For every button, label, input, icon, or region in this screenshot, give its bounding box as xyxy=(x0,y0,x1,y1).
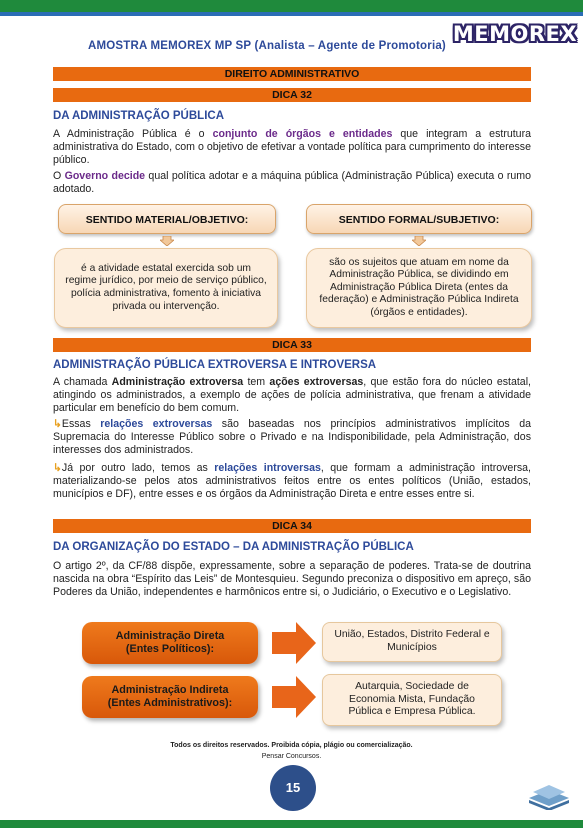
right-arrow-icon xyxy=(272,676,316,718)
top-green-band xyxy=(0,0,583,12)
sentido-material-body: é a atividade estatal exercida sob um regime jurídico, por meio de serviço público, polícia administrativa, fomento à iniciativa privada ou intervenção. xyxy=(54,248,278,328)
dica32-bar: DICA 32 xyxy=(53,88,531,102)
sentido-material-heading: SENTIDO MATERIAL/OBJETIVO: xyxy=(58,204,276,234)
right-arrow-icon xyxy=(272,622,316,664)
dica33-bar: DICA 33 xyxy=(53,338,531,352)
administracao-indireta-box: Administração Indireta (Entes Administrativos): xyxy=(82,676,258,718)
dica33-title: ADMINISTRAÇÃO PÚBLICA EXTROVERSA E INTROVERSA xyxy=(53,359,377,371)
bottom-green-band xyxy=(0,820,583,828)
dica33-paragraph-1: A chamada Administração extroversa tem ações extroversas, que estão fora do núcleo estatal, atingindo os administrados, a exemplo de ações de polícia administrativa, que frenam a atividade particular em benefício do bem comum. xyxy=(53,376,531,415)
sentido-formal-heading: SENTIDO FORMAL/SUBJETIVO: xyxy=(306,204,532,234)
dica34-paragraph-1: O artigo 2º, da CF/88 dispõe, expressamente, sobre a separação de poderes. Trata-se de doutrina nascida na obra “Espírito das Leis” de Montesquieu. Segundo preconiza o dispositivo em apreço, são Poderes da União, independentes e harmônicos entre si, o Judiciário, o Executivo e o Legislativo. xyxy=(53,560,531,599)
dica32-title: DA ADMINISTRAÇÃO PÚBLICA xyxy=(53,110,225,122)
dica33-paragraph-3: ↳Já por outro lado, temos as relações introversas, que formam a administração introversa, materializando-se pelos atos administrativos feitos entre os entes políticos (União, estados, municípios e DF), entre esses e os órgãos da Administração Direta e entre esses entre si. xyxy=(53,462,531,501)
down-arrow-icon xyxy=(160,236,174,246)
dica32-paragraph-2: O Governo decide qual política adotar e a máquina pública (Administração Pública) executa o rumo adotado. xyxy=(53,170,531,196)
administracao-indireta-entes: Autarquia, Sociedade de Economia Mista, Fundação Pública e Empresa Pública. xyxy=(322,674,502,726)
dica34-title: DA ORGANIZAÇÃO DO ESTADO – DA ADMINISTRAÇÃO PÚBLICA xyxy=(53,541,414,553)
corner-arrow-icon: ↳ xyxy=(53,418,62,430)
books-logo-icon xyxy=(525,778,573,810)
sentido-formal-body: são os sujeitos que atuam em nome da Administração Pública, se dividindo em Administração Pública Direta (entes da federação) e Administração Pública Indireta (órgãos e entidades). xyxy=(306,248,532,328)
footer-brand: Pensar Concursos. xyxy=(261,753,322,760)
dica33-paragraph-2: ↳Essas relações extroversas são baseadas nos princípios administrativos implícitos da Supremacia do Interesse Público sobre o Privado e na Indisponibilidade, pela Administração, dos interesses dos administrados. xyxy=(53,418,531,457)
dica32-paragraph-1: A Administração Pública é o conjunto de órgãos e entidades que integram a estrutura administrativa do Estado, com o objetivo de efetivar a vontade política para cumprimento do interesse público. xyxy=(53,128,531,167)
down-arrow-icon xyxy=(412,236,426,246)
administracao-direta-box: Administração Direta (Entes Políticos): xyxy=(82,622,258,664)
logo-text: MEMOREX xyxy=(452,22,578,46)
page-number: 15 xyxy=(270,765,316,811)
memorex-logo xyxy=(452,18,578,54)
page-header-title: AMOSTRA MEMOREX MP SP (Analista – Agente de Promotoria) xyxy=(88,40,446,52)
subject-bar: DIREITO ADMINISTRATIVO xyxy=(53,67,531,81)
administracao-direta-entes: União, Estados, Distrito Federal e Municípios xyxy=(322,622,502,662)
top-blue-band xyxy=(0,12,583,16)
footer-rights: Todos os direitos reservados. Proibida cópia, plágio ou comercialização. xyxy=(170,742,413,749)
dica34-bar: DICA 34 xyxy=(53,519,531,533)
corner-arrow-icon: ↳ xyxy=(53,462,62,474)
